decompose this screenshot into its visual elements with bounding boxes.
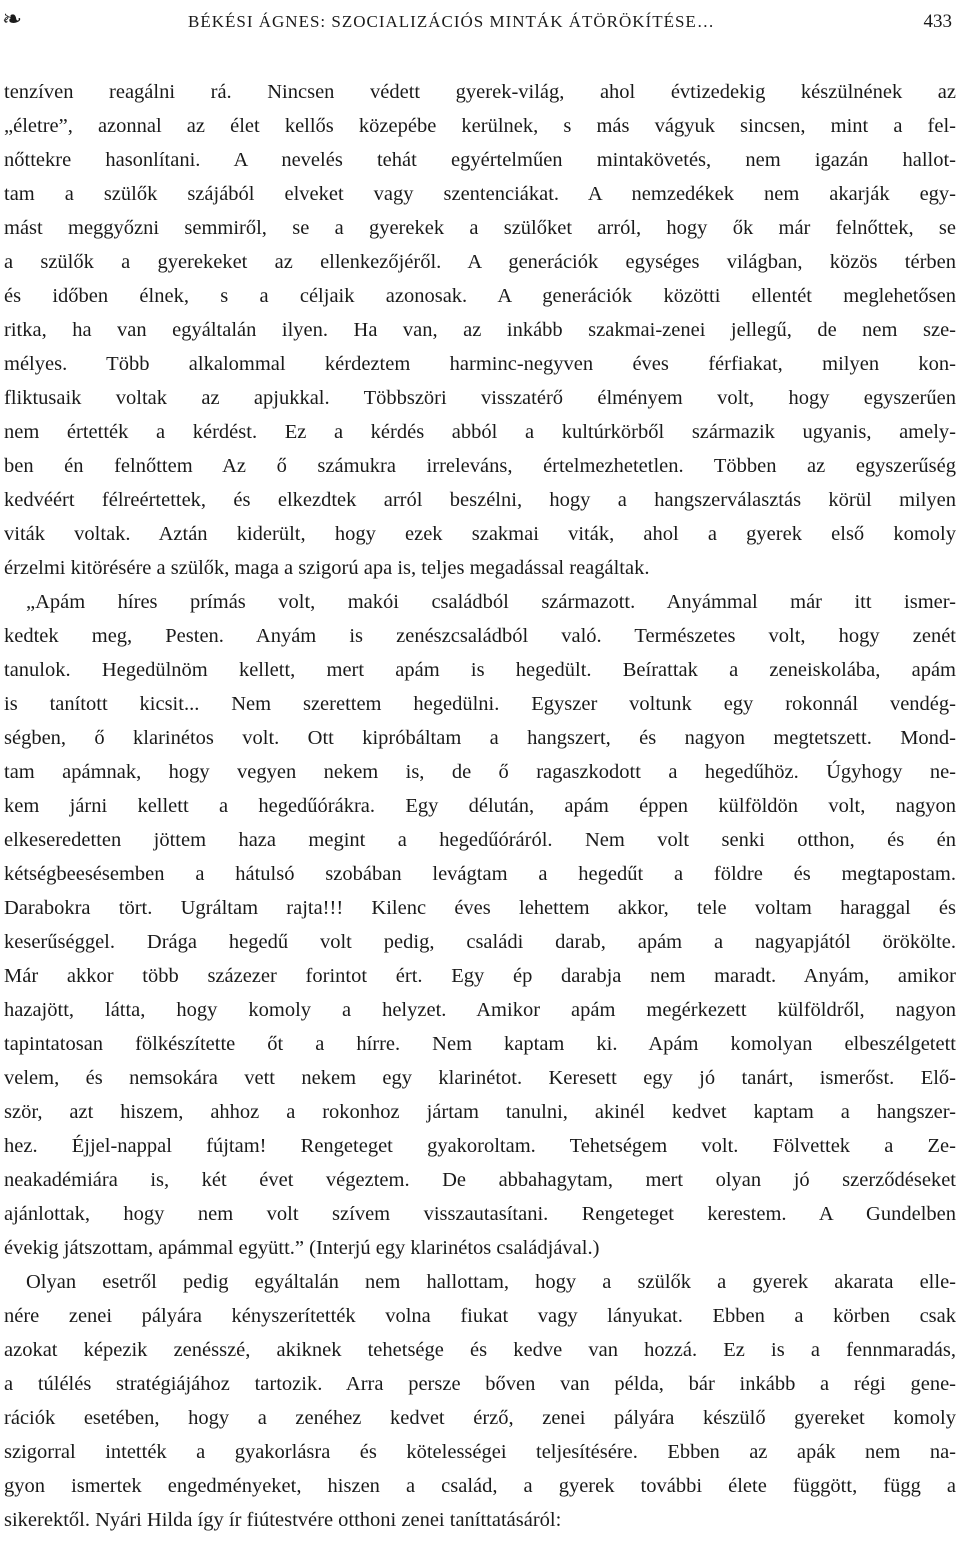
quote-line: neakadémiára is, két évet végeztem. De abbahagytam, mert olyan jó szerződéseket <box>4 1169 956 1191</box>
text-line: nem értették a kérdést. Ez a kérdés abból a kultúrkörből származik ugyanis, amely- <box>4 421 956 443</box>
text-line: és időben élnek, s a céljaik azonosak. A generációk közötti ellentét meglehetősen <box>4 285 956 307</box>
text-line: ben én felnőttem Az ő számukra irreleváns, értelmezhetetlen. Többen az egyszerűség <box>4 455 956 477</box>
quote-line: évekig játszottam, apámmal együtt.” (Interjú egy klarinétos családjával.) <box>4 1237 600 1259</box>
quote-line: „Apám híres prímás volt, makói családból származott. Anyámmal már itt ismer- <box>26 591 956 613</box>
page-number: 433 <box>923 11 952 32</box>
text-line: azokat képezik zenésszé, akiknek tehetsége és kedve van hozzá. Ez is a fennmaradás, <box>4 1339 956 1361</box>
text-line: sikerektől. Nyári Hilda így ír fiútestvére otthoni zenei taníttatásáról: <box>4 1509 562 1531</box>
text-line: mélyes. Több alkalommal kérdeztem harminc-negyven éves férfiakat, milyen kon- <box>4 353 956 375</box>
text-line: nőttekre hasonlítani. A nevelés tehát egyértelműen mintakövetés, nem igazán hallot- <box>4 149 956 171</box>
quote-line: hez. Éjjel-nappal fújtam! Rengeteget gyakoroltam. Tehetségem volt. Fölvettek a Ze- <box>4 1135 956 1157</box>
quote-line: velem, és nemsokára vett nekem egy klarinétot. Keresett egy jó tanárt, ismerőst. Elő- <box>4 1067 956 1089</box>
quote-line: hazajött, látta, hogy komoly a helyzet. Amikor apám megérkezett külföldről, nagyon <box>4 999 956 1021</box>
text-line: viták voltak. Aztán kiderült, hogy ezek szakmai viták, ahol a gyerek első komoly <box>4 523 956 545</box>
fleuron-ornament-icon: ❧ <box>2 7 23 33</box>
text-line: Olyan esetről pedig egyáltalán nem hallottam, hogy a szülők a gyerek akarata elle- <box>26 1271 956 1293</box>
quote-line: tanulok. Hegedülnöm kellett, mert apám is hegedült. Beírattak a zeneiskolába, apám <box>4 659 956 681</box>
quote-line: tapintatosan fölkészítette őt a hírre. Nem kaptam ki. Apám komolyan elbeszélgetett <box>4 1033 956 1055</box>
text-line: gyon ismertek engedményeket, hiszen a család, a gyerek további élete függött, függ a <box>4 1475 956 1497</box>
running-title: BÉKÉSI ÁGNES: SZOCIALIZÁCIÓS MINTÁK ÁTÖRÖKÍTÉSE… <box>188 12 715 31</box>
text-line: „életre”, azonnal az élet kellős közepébe kerülnek, s más vágyuk sincsen, mint a fel- <box>4 115 956 137</box>
text-line: ritka, ha van egyáltalán ilyen. Ha van, az inkább szakmai-zenei jellegű, de nem sze- <box>4 319 956 341</box>
text-line: nére zenei pályára kényszerítették volna fiukat vagy lányukat. Ebben a körben csak <box>4 1305 956 1327</box>
quote-line: kedtek meg, Pesten. Anyám is zenészcsaládból való. Természetes volt, hogy zenét <box>4 625 956 647</box>
text-line: a túlélés stratégiájához tartozik. Arra persze bőven van példa, bár inkább a régi gene- <box>4 1373 956 1395</box>
body-text <box>4 75 956 1537</box>
text-line: a szülők a gyerekeket az ellenkezőjéről. A generációk egységes világban, közös térben <box>4 251 956 273</box>
quote-line: Már akkor több százezer forintot ért. Egy ép darabja nem maradt. Anyám, amikor <box>4 965 956 987</box>
text-line: tenzíven reagálni rá. Nincsen védett gyerek-világ, ahol évtizedekig készülnének az <box>4 81 956 103</box>
quote-line: keserűséggel. Drága hegedű volt pedig, családi darab, apám a nagyapjától örökölte. <box>4 931 956 953</box>
quote-line: ségben, ő klarinétos volt. Ott kipróbáltam a hangszert, és nagyon megtetszett. Mond- <box>4 727 956 749</box>
quote-line: tam apámnak, hogy vegyen nekem is, de ő ragaszkodott a hegedűhöz. Úgyhogy ne- <box>4 761 956 783</box>
text-line: kedvéért félreértettek, és elkezdtek arról beszélni, hogy a hangszerválasztás körül milyen <box>4 489 956 511</box>
text-line: rációk esetében, hogy a zenéhez kedvet érző, zenei pályára készülő gyereket komoly <box>4 1407 956 1429</box>
text-line: mást meggyőzni semmiről, se a gyerekek a szülőket arról, hogy ők már felnőttek, se <box>4 217 956 239</box>
text-line: érzelmi kitörésére a szülők, maga a szigorú apa is, teljes megadással reagáltak. <box>4 557 650 579</box>
running-header <box>0 6 960 36</box>
quote-line: ajánlottak, hogy nem volt szívem visszautasítani. Rengeteget kerestem. A Gundelben <box>4 1203 956 1225</box>
text-line: szigorral intették a gyakorlásra és kötelességei teljesítésére. Ebben az apák nem na- <box>4 1441 956 1463</box>
quote-line: is tanított kicsit... Nem szerettem hegedülni. Egyszer voltunk egy rokonnál vendég- <box>4 693 956 715</box>
text-line: fliktusaik voltak az apjukkal. Többszöri visszatérő élményem volt, hogy egyszerűen <box>4 387 956 409</box>
quote-line: kétségbeesésemben a hátulsó szobában levágtam a hegedűt a földre és megtapostam. <box>4 863 956 885</box>
quote-line: Darabokra tört. Ugráltam rajta!!! Kilenc éves lehettem akkor, tele voltam haraggal és <box>4 897 956 919</box>
quote-line: ször, azt hiszem, ahhoz a rokonhoz jártam tanulni, akinél kedvet kaptam a hangszer- <box>4 1101 956 1123</box>
text-line: tam a szülők szájából elveket vagy szentenciákat. A nemzedékek nem akarják egy- <box>4 183 956 205</box>
quote-line: elkeseredetten jöttem haza megint a hegedűóráról. Nem volt senki otthon, és én <box>4 829 956 851</box>
quote-line: kem járni kellett a hegedűórákra. Egy délután, apám éppen külföldön volt, nagyon <box>4 795 956 817</box>
